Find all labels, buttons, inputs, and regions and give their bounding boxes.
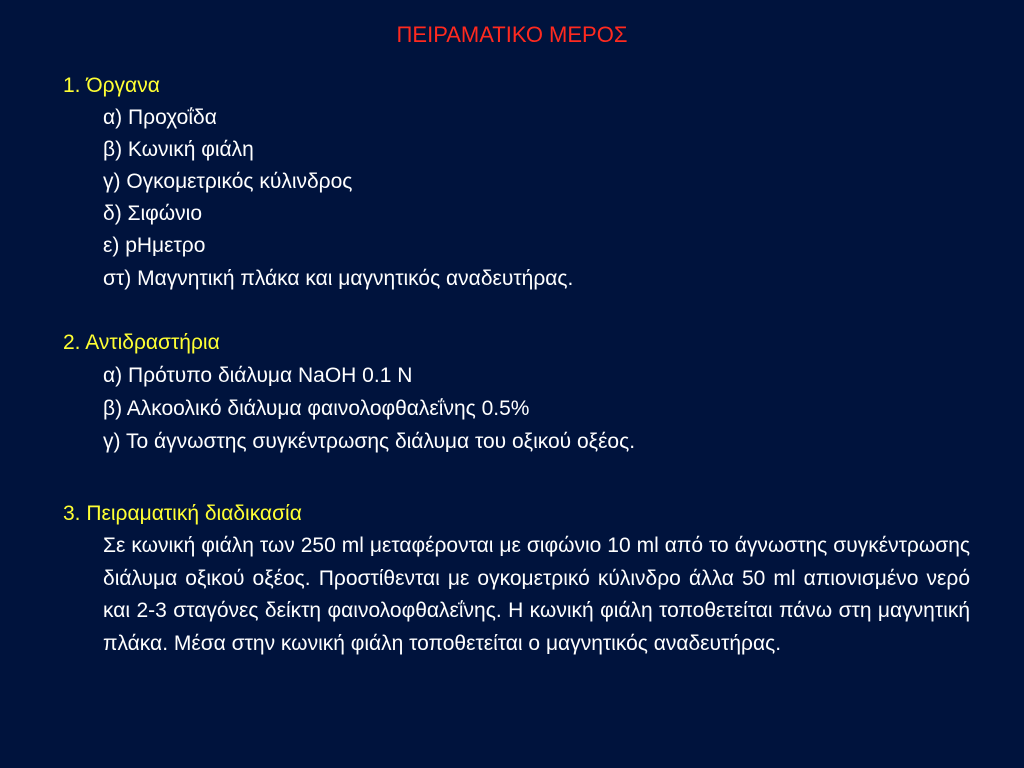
list-item: στ) Μαγνητική πλάκα και μαγνητικός αναδευτήρας. <box>103 267 574 290</box>
list-item: ε) pHμετρο <box>103 234 206 257</box>
list-item: γ) Ογκομετρικός κύλινδρος <box>103 170 353 193</box>
section-heading-instruments: 1. Όργανα <box>63 74 160 97</box>
list-item: α) Προχοΐδα <box>103 106 217 129</box>
section-heading-procedure: 3. Πειραματική διαδικασία <box>63 502 302 525</box>
slide-title: ΠΕΙΡΑΜΑΤΙΚΟ ΜΕΡΟΣ <box>396 22 628 47</box>
list-item: δ) Σιφώνιο <box>103 202 203 225</box>
list-item: γ) Το άγνωστης συγκέντρωσης διάλυμα του οξικού οξέος. <box>103 430 636 453</box>
procedure-paragraph: Σε κωνική φιάλη των 250 ml μεταφέρονται με σιφώνιο 10 ml από το άγνωστης συγκέντρωσης διάλυμα οξικού οξέος. Προστίθενται με ογκομετρικό κύλινδρο άλλα 50 ml απιονισμένο νερό και 2-3 σταγόνες δείκτη φαινολοφθαλεΐνης. Η κωνική φιάλη τοποθετείται πάνω στη μαγνητική πλάκα. Μέσα στην κωνική φιάλη τοποθετείται ο μαγνητικός αναδευτήρας. <box>103 534 970 655</box>
section-heading-reagents: 2. Αντιδραστήρια <box>63 331 220 354</box>
list-item: α) Πρότυπο διάλυμα NaOH 0.1 N <box>103 364 413 387</box>
list-item: β) Αλκοολικό διάλυμα φαινολοφθαλεΐνης 0.5% <box>103 397 530 420</box>
list-item: β) Κωνική φιάλη <box>103 138 254 161</box>
